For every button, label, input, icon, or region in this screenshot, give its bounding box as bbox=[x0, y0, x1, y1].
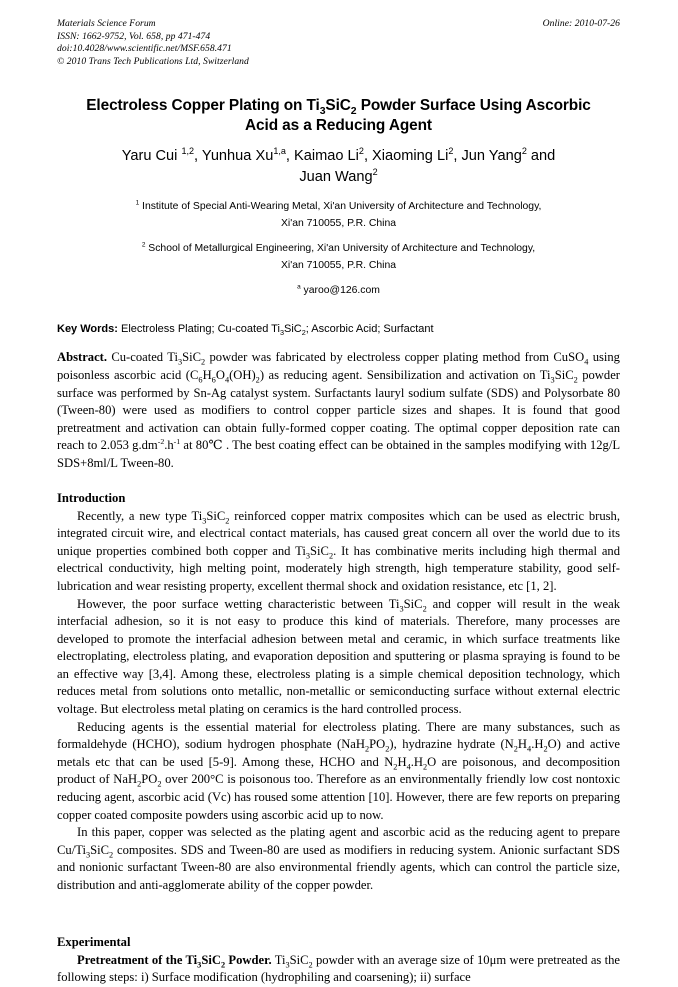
formula-subscript: 3 bbox=[285, 960, 290, 970]
abstract-text: at 80℃ . The best coating effect can be obtained in the samples modifying with 12g/L SDS+8ml/L Tween-80. bbox=[57, 438, 621, 470]
keywords-label: Key Words: bbox=[57, 323, 118, 336]
formula-subscript: 2 bbox=[225, 516, 230, 526]
unit-exponent: -2 bbox=[157, 437, 165, 447]
abstract-text: SiC bbox=[182, 350, 202, 365]
abstract-text: SiC bbox=[554, 367, 574, 382]
keyword-text: ; Ascorbic Acid; Surfactant bbox=[305, 323, 434, 336]
formula-subscript: 2 bbox=[220, 960, 226, 970]
formula-subscript: 3 bbox=[177, 357, 183, 367]
abstract-text: O bbox=[215, 367, 225, 382]
body-text: and copper will result in the weak interfacial adhesion, so it is not easy to produce this kind of materials. Therefore, many processes are developed to promote the interfacial adhesion between metal and ceramic, in which surface treatments like electroplating, electroless plating, and evaporation deposition and sputtering or plasma spraying is found to be an effective way [3,4]. Among these, electroless plating is a simple chemical deposition technology, which reduces metal from solutions onto metallic, non-metallic or semiconducting surface without external electric voltage. But electroless metal plating on ceramics is the hard controlled process. bbox=[57, 596, 620, 717]
runin-text: SiC bbox=[201, 952, 221, 967]
formula-subscript: 2 bbox=[137, 779, 142, 789]
runin-text: Pretreatment of the Ti bbox=[77, 952, 198, 967]
abstract-text: Cu-coated Ti bbox=[107, 350, 178, 365]
author-affil-marker: 1,2 bbox=[181, 146, 195, 157]
author-name: , Yunhua Xu bbox=[194, 148, 274, 165]
body-text: SiC bbox=[206, 508, 226, 523]
journal-name: Materials Science Forum bbox=[57, 18, 156, 29]
formula-subscript: 2 bbox=[255, 375, 260, 385]
formula-subscript: 2 bbox=[109, 850, 114, 860]
formula-subscript: 2 bbox=[393, 762, 398, 772]
affiliation-2 bbox=[57, 241, 620, 274]
body-text: However, the poor surface wetting characteristic between Ti bbox=[77, 596, 400, 611]
affiliation-city: Xi'an 710055, P.R. China bbox=[280, 259, 397, 271]
author-list bbox=[57, 146, 620, 188]
email-address[interactable]: yaroo@126.com bbox=[300, 285, 380, 297]
body-text: over 200°C is poisonous too. Therefore as an environmentally friendly low cost nontoxic reducing agent, ascorbic acid (Vc) has roused some attention [10]. However, there are few reports on preparing copper coated composite powders using ascorbic acid up to now. bbox=[57, 772, 620, 822]
affiliation-text: Institute of Special Anti-Wearing Metal, Xi'an University of Architecture and Technology, bbox=[139, 201, 542, 213]
abstract-text: H bbox=[202, 367, 212, 382]
formula-subscript: 2 bbox=[365, 744, 370, 754]
title-segment: Powder Surface Using Ascorbic bbox=[356, 97, 591, 115]
body-text: reinforced copper matrix composites which can be used as electric brush, integrated circuit wire, and electrical contact materials, has caused great concern all over the world due to its unique properties combined both copper and Ti bbox=[57, 508, 621, 558]
abstract-text: using poisonless ascorbic acid (C bbox=[57, 350, 620, 382]
author-affil-marker: 2 bbox=[448, 146, 454, 157]
abstract-text: ) as reducing agent. Sensibilization and activation on Ti bbox=[259, 367, 551, 382]
body-text: H bbox=[397, 754, 407, 769]
intro-paragraph-1 bbox=[57, 508, 620, 596]
formula-subscript: 6 bbox=[211, 375, 216, 385]
formula-subscript: 3 bbox=[85, 850, 91, 860]
body-text: ), hydrazine hydrate (N bbox=[389, 737, 514, 752]
formula-subscript: 3 bbox=[279, 328, 284, 338]
formula-subscript: 4 bbox=[527, 744, 532, 754]
masthead bbox=[57, 18, 620, 68]
formula-subscript: 2 bbox=[301, 328, 306, 338]
formula-subscript: 2 bbox=[328, 551, 334, 561]
body-text: Recently, a new type Ti bbox=[77, 508, 203, 523]
author-name: , Jun Yang bbox=[453, 148, 522, 165]
formula-subscript: 3 bbox=[550, 375, 555, 385]
body-text: composites. SDS and Tween-80 are used as modifiers in reducing system. Anionic surfactant SDS and nonionic surfactant Tween-80 are also environmental friendly agents, which can control the particle size, distribution and anti-agglomerate ability of the copper powder. bbox=[57, 842, 620, 892]
author-name: Yaru Cui bbox=[121, 148, 182, 165]
author-affil-marker: 2 bbox=[372, 167, 378, 178]
formula-subscript: 3 bbox=[197, 960, 202, 970]
abstract-text: powder surface was performed by Sn-Ag catalyst system. Surfactants lauryl sodium sulfate (SDS) and Polysorbate 80 (Tween-80) were used as modifiers to control copper particle sizes and shapes. It is found that good pretreatment and activation can obtain fully-formed copper coating. The optimal copper deposition rate can reach to 2.053 g.dm bbox=[57, 367, 620, 453]
body-text: .H bbox=[410, 754, 423, 769]
affiliation-city: Xi'an 710055, P.R. China bbox=[280, 217, 397, 229]
body-text: SiC bbox=[403, 596, 423, 611]
abstract-text: .h bbox=[164, 438, 174, 453]
subsection-runin-heading bbox=[77, 952, 272, 970]
affiliation-1 bbox=[57, 199, 620, 232]
formula-subscript: 4 bbox=[406, 762, 411, 772]
intro-paragraph-4 bbox=[57, 824, 620, 894]
formula-subscript: 6 bbox=[198, 375, 203, 385]
affiliation-text: School of Metallurgical Engineering, Xi'an University of Architecture and Technology, bbox=[145, 243, 536, 255]
body-text: .H bbox=[531, 737, 544, 752]
formula-subscript: 2 bbox=[385, 744, 390, 754]
title-subscript: 3 bbox=[319, 106, 326, 118]
affiliation-marker: 1 bbox=[135, 199, 140, 207]
author-affil-marker: 1,a bbox=[273, 146, 286, 157]
formula-subscript: 3 bbox=[202, 516, 207, 526]
corresponding-email[interactable] bbox=[57, 283, 620, 298]
email-marker: a bbox=[297, 283, 301, 291]
section-gap bbox=[57, 895, 620, 917]
author-conjunction: and bbox=[526, 148, 556, 165]
abstract-paragraph bbox=[57, 349, 620, 472]
author-affil-marker: 2 bbox=[358, 146, 364, 157]
experimental-paragraph-1 bbox=[57, 952, 620, 987]
title-subscript: 2 bbox=[350, 106, 357, 118]
author-line-2 bbox=[57, 167, 620, 188]
body-text: powder with an average size of 10μm were pretreated as the following steps: i) Surface modification (hydrophiling and coarsening); ii) surface bbox=[57, 952, 621, 985]
body-text: In this paper, copper was selected as the plating agent and ascorbic acid as the reducing agent to prepare Cu/Ti bbox=[57, 825, 620, 857]
affiliation-marker: 2 bbox=[141, 241, 146, 249]
keyword-text: SiC bbox=[284, 323, 302, 336]
doi-line: doi:10.4028/www.scientific.net/MSF.658.471 bbox=[57, 43, 232, 55]
body-text: O are poisonous, and decomposition product of NaH bbox=[57, 754, 620, 787]
body-text: PO bbox=[141, 772, 158, 787]
abstract-label: Abstract. bbox=[57, 350, 108, 365]
formula-subscript: 3 bbox=[305, 551, 311, 561]
formula-subscript: 2 bbox=[422, 762, 428, 772]
online-date: Online: 2010-07-26 bbox=[542, 18, 620, 29]
body-text: O) and active metals etc that can be used [5-9]. Among these, HCHO and N bbox=[57, 737, 620, 769]
body-text: SiC bbox=[310, 543, 329, 558]
formula-subscript: 2 bbox=[543, 744, 548, 754]
keywords-line bbox=[57, 322, 620, 337]
abstract-text: powder was fabricated by electroless copper plating method from CuSO bbox=[205, 350, 585, 365]
author-affil-marker: 2 bbox=[521, 146, 527, 157]
runin-text: Powder. bbox=[225, 952, 272, 967]
formula-subscript: 4 bbox=[584, 357, 589, 367]
formula-subscript: 2 bbox=[573, 375, 578, 385]
page-title bbox=[57, 96, 620, 136]
section-heading-introduction: Introduction bbox=[57, 490, 126, 505]
body-text: Ti bbox=[271, 952, 286, 967]
intro-paragraph-3 bbox=[57, 719, 620, 825]
author-name: , Xiaoming Li bbox=[363, 148, 449, 165]
formula-subscript: 2 bbox=[201, 357, 206, 367]
intro-paragraph-2 bbox=[57, 596, 620, 719]
body-text: PO bbox=[369, 737, 386, 752]
formula-subscript: 2 bbox=[157, 779, 162, 789]
abstract-text: (OH) bbox=[229, 367, 256, 382]
copyright-line: © 2010 Trans Tech Publications Ltd, Switzerland bbox=[57, 55, 249, 67]
formula-subscript: 2 bbox=[308, 960, 313, 970]
body-text: SiC bbox=[90, 842, 110, 857]
title-line-2: Acid as a Reducing Agent bbox=[245, 117, 432, 135]
author-name: , Kaimao Li bbox=[285, 148, 359, 165]
formula-subscript: 3 bbox=[399, 604, 404, 614]
body-text: H bbox=[517, 737, 528, 752]
issn-line: ISSN: 1662-9752, Vol. 658, pp 471-474 bbox=[57, 30, 211, 42]
formula-subscript: 2 bbox=[422, 604, 427, 614]
unit-exponent: -1 bbox=[173, 437, 181, 447]
formula-subscript: 2 bbox=[513, 744, 518, 754]
body-text: . It has combinative merits including high thermal and electrical conductivity, high melting point, moderately high strength, high temperature stability, good self-lubrication and wear resisting property, excellent thermal shock and oxidation resistance, etc [1, 2]. bbox=[57, 543, 621, 593]
author-name: Juan Wang bbox=[299, 169, 373, 186]
title-segment: Electroless Copper Plating on Ti bbox=[86, 97, 320, 115]
formula-subscript: 4 bbox=[224, 375, 230, 385]
section-heading-experimental: Experimental bbox=[57, 934, 131, 949]
keyword-text: Electroless Plating; Cu-coated Ti bbox=[117, 323, 280, 336]
title-segment: SiC bbox=[325, 97, 351, 115]
body-text: SiC bbox=[289, 952, 309, 967]
body-text: Reducing agents is the essential material for electroless plating. There are many substances, such as formaldehyde (HCHO), sodium hydrogen phosphate (NaH bbox=[57, 719, 620, 752]
